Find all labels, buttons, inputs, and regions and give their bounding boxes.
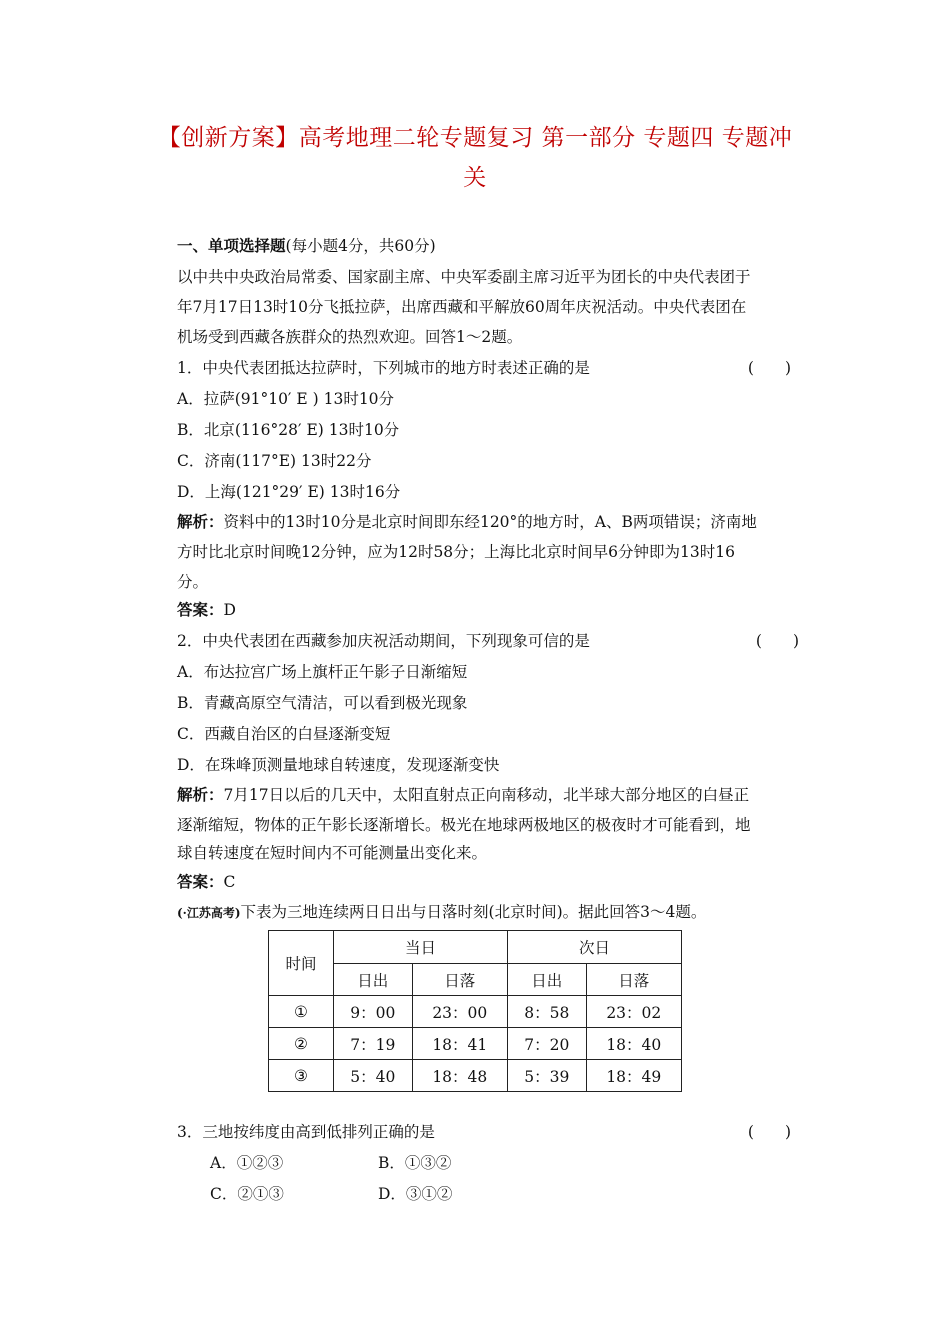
q3-option-b: B．①③② [378,1154,452,1172]
table-row [269,1060,682,1092]
passage2-line [177,900,807,922]
table-header-time: 时间 [269,931,334,996]
section-heading: 一、单项选择题 [177,236,286,255]
sunrise-sunset-table [268,930,682,1092]
table-cell: 7：20 [507,1028,586,1060]
table-cell: 18：49 [586,1060,681,1092]
q2-analysis-text: 7月17日以后的几天中，太阳直射点正向南移动，北半球大部分地区的白昼正 [223,786,750,804]
q2-option-b: B．青藏高原空气清洁，可以看到极光现象 [177,694,468,712]
q2-stem [177,629,807,651]
table-cell: 9：00 [334,996,413,1028]
q1-answer-blank: ( ) [747,359,791,377]
q3-answer-blank: ( ) [747,1123,791,1141]
q1-stem [177,356,807,378]
q1-analysis-line: 方时比北京时间晚12分钟，应为12时58分；上海比北京时间早6分钟即为13时16 [177,543,735,561]
q3-option-d: D．③①② [378,1185,453,1203]
q2-answer-line [177,870,807,892]
table-subheader-sunset: 日落 [586,964,681,996]
section-note: (每小题4分，共60分) [285,237,436,255]
q2-answer-label: 答案： [177,872,224,891]
table-cell: 23：02 [586,996,681,1028]
table-cell: 5：40 [334,1060,413,1092]
table-subheader-sunset: 日落 [412,964,507,996]
table-cell-place: ① [269,996,334,1028]
passage1-line: 以中共中央政治局常委、国家副主席、中央军委副主席习近平为团长的中央代表团于 [177,268,751,286]
q2-analysis-line: 逐渐缩短，物体的正午影长逐渐增长。极光在地球两极地区的极夜时才可能看到，地 [177,816,751,834]
table-header-day2: 次日 [507,931,681,964]
q1-answer: D [223,601,236,619]
q1-analysis-text: 资料中的13时10分是北京时间即东经120°的地方时，A、B两项错误；济南地 [223,513,757,531]
q3-stem-text: 3．三地按纬度由高到低排列正确的是 [177,1123,435,1141]
table-cell-place: ③ [269,1060,334,1092]
q2-analysis-line: 球自转速度在短时间内不可能测量出变化来。 [177,844,488,862]
q2-analysis-line [177,783,807,805]
q1-analysis-label: 解析： [177,512,224,531]
q2-option-d: D．在珠峰顶测量地球自转速度，发现逐渐变快 [177,756,500,774]
passage2-source: (·江苏高考) [177,906,241,920]
passage1-line: 年7月17日13时10分飞抵拉萨，出席西藏和平解放60周年庆祝活动。中央代表团在 [177,298,747,316]
q1-option-c: C．济南(117°E) 13时22分 [177,452,372,470]
table-cell-place: ② [269,1028,334,1060]
q1-option-b: B．北京(116°28′ E) 13时10分 [177,421,400,439]
table-cell: 5：39 [507,1060,586,1092]
q3-option-a: A．①②③ [210,1154,284,1172]
q1-stem-text: 1．中央代表团抵达拉萨时，下列城市的地方时表述正确的是 [177,359,590,377]
q2-option-c: C．西藏自治区的白昼逐渐变短 [177,725,391,743]
table-cell: 8：58 [507,996,586,1028]
passage1-line: 机场受到西藏各族群众的热烈欢迎。回答1～2题。 [177,328,523,346]
q1-analysis-line: 分。 [177,573,209,591]
passage2-text: 下表为三地连续两日日出与日落时刻(北京时间)。据此回答3～4题。 [240,903,707,921]
table-header-day1: 当日 [334,931,508,964]
section-heading-line [177,234,807,256]
q2-answer: C [223,873,236,891]
q1-option-d: D．上海(121°29′ E) 13时16分 [177,483,401,501]
q1-answer-line [177,598,807,620]
q3-option-c: C．②①③ [210,1185,284,1203]
table-subheader-sunrise: 日出 [507,964,586,996]
q2-analysis-label: 解析： [177,785,224,804]
table-cell: 18：40 [586,1028,681,1060]
table-cell: 18：41 [412,1028,507,1060]
q1-option-a: A．拉萨(91°10′ E ) 13时10分 [177,390,395,408]
table-subheader-sunrise: 日出 [334,964,413,996]
q3-stem [177,1120,807,1142]
table-row [269,1028,682,1060]
table-cell: 18：48 [412,1060,507,1092]
q1-analysis-line [177,510,807,532]
table-row [269,996,682,1028]
q2-stem-text: 2．中央代表团在西藏参加庆祝活动期间，下列现象可信的是 [177,632,590,650]
q2-option-a: A．布达拉宫广场上旗杆正午影子日渐缩短 [177,663,468,681]
q2-answer-blank: ( ) [755,632,799,650]
table-header-row [269,931,682,964]
page-title: 【创新方案】高考地理二轮专题复习 第一部分 专题四 专题冲关 [157,125,793,191]
table-cell: 7：19 [334,1028,413,1060]
q1-answer-label: 答案： [177,600,224,619]
table-cell: 23：00 [412,996,507,1028]
